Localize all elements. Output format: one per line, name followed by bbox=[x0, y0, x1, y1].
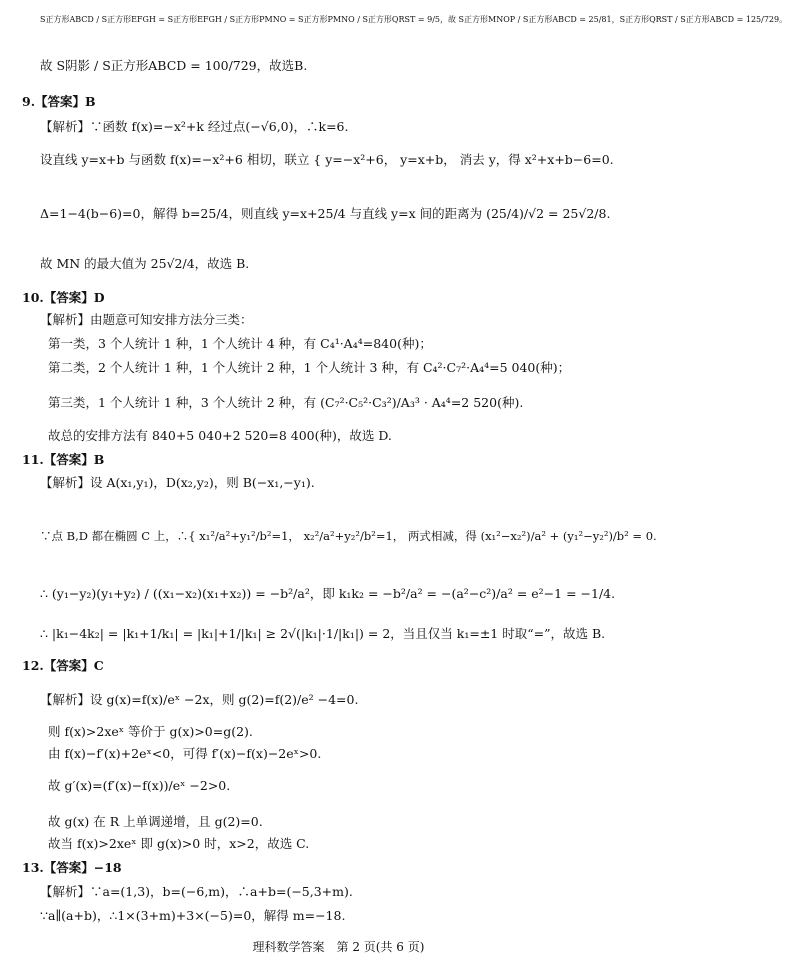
q10-analysis-1: 【解析】由题意可知安排方法分三类： bbox=[40, 312, 253, 327]
page-footer: 理科数学答案 第 2 页(共 6 页) bbox=[252, 940, 425, 954]
q12-analysis-6: 故当 f(x)>2xeˣ 即 g(x)>0 时，x>2，故选 C. bbox=[48, 836, 310, 851]
q11-analysis-1: 【解析】设 A(x₁,y₁)，D(x₂,y₂)，则 B(−x₁,−y₁). bbox=[40, 475, 315, 490]
q9-analysis-1: 【解析】∵函数 f(x)=−x²+k 经过点(−√6,0)，∴k=6. bbox=[40, 119, 349, 134]
q10-analysis-4: 第三类，1 个人统计 1 种，3 个人统计 2 种，有 (C₇²·C₅²·C₃²)/A₃³ · A₄⁴=2 520(种). bbox=[48, 395, 524, 410]
q11-analysis-2: ∵点 B,D 都在椭圆 C 上，∴{ x₁²/a²+y₁²/b²=1， x₂²/a²+y₂²/b²=1， 两式相减，得 (x₁²−x₂²)/a² + (y₁²−y₂²)/b² = 0. bbox=[40, 529, 657, 543]
q8-line-1 bbox=[40, 12, 787, 28]
q9-analysis-3: Δ=1−4(b−6)=0，解得 b=25/4，则直线 y=x+25/4 与直线 y=x 间的距离为 (25/4)/√2 = 25√2/8. bbox=[40, 206, 611, 221]
q8-conclusion: 故 S阴影 / S正方形ABCD = 100/729，故选B. bbox=[40, 58, 308, 73]
q12-analysis-5: 故 g(x) 在 R 上单调递增，且 g(2)=0. bbox=[48, 814, 263, 829]
q12-answer-header: 12.【答案】C bbox=[22, 658, 104, 673]
q12-analysis-1: 【解析】设 g(x)=f(x)/eˣ −2x，则 g(2)=f(2)/e² −4=0. bbox=[40, 692, 359, 707]
q8-ratio-chain: S正方形ABCD / S正方形EFGH = S正方形EFGH / S正方形PMNO = S正方形PMNO / S正方形QRST = 9/5，故 S正方形MNOP / S正方形ABCD = 25/81，S正方形QRST / S正方形ABCD = 125/729。 bbox=[40, 15, 787, 24]
q10-analysis-5: 故总的安排方法有 840+5 040+2 520=8 400(种)，故选 D. bbox=[48, 428, 392, 443]
q12-analysis-3: 由 f(x)−f′(x)+2eˣ<0，可得 f′(x)−f(x)−2eˣ>0. bbox=[48, 746, 322, 761]
q9-analysis-4: 故 MN 的最大值为 25√2/4，故选 B. bbox=[40, 256, 250, 271]
q8-line-2 bbox=[40, 58, 307, 74]
q13-analysis-2: ∵a∥(a+b)，∴1×(3+m)+3×(−5)=0，解得 m=−18. bbox=[40, 908, 346, 923]
q13-answer-header: 13.【答案】−18 bbox=[22, 860, 122, 875]
q9-analysis-2: 设直线 y=x+b 与函数 f(x)=−x²+6 相切，联立 { y=−x²+6， y=x+b， 消去 y，得 x²+x+b−6=0. bbox=[40, 152, 614, 167]
q10-analysis-3: 第二类，2 个人统计 1 种，1 个人统计 2 种，1 个人统计 3 种，有 C₄²·C₇²·A₄⁴=5 040(种)； bbox=[48, 360, 571, 375]
q12-analysis-2: 则 f(x)>2xeˣ 等价于 g(x)>0=g(2). bbox=[48, 724, 253, 739]
q11-answer-header: 11.【答案】B bbox=[22, 452, 105, 467]
q13-analysis-1: 【解析】∵a=(1,3)，b=(−6,m)，∴a+b=(−5,3+m). bbox=[40, 884, 353, 899]
q10-analysis-2: 第一类，3 个人统计 1 种，1 个人统计 4 种，有 C₄¹·A₄⁴=840(种)； bbox=[48, 336, 432, 351]
q12-analysis-4: 故 g′(x)=(f′(x)−f(x))/eˣ −2>0. bbox=[48, 778, 231, 793]
q11-analysis-3: ∴ (y₁−y₂)(y₁+y₂) / ((x₁−x₂)(x₁+x₂)) = −b²/a²，即 k₁k₂ = −b²/a² = −(a²−c²)/a² = e²−1 = −1/4. bbox=[40, 586, 616, 601]
q11-analysis-4: ∴ |k₁−4k₂| = |k₁+1/k₁| = |k₁|+1/|k₁| ≥ 2√(|k₁|·1/|k₁|) = 2，当且仅当 k₁=±1 时取“=”，故选 B. bbox=[40, 626, 606, 641]
q9-answer-header: 9.【答案】B bbox=[22, 94, 96, 109]
q10-answer-header: 10.【答案】D bbox=[22, 290, 105, 305]
